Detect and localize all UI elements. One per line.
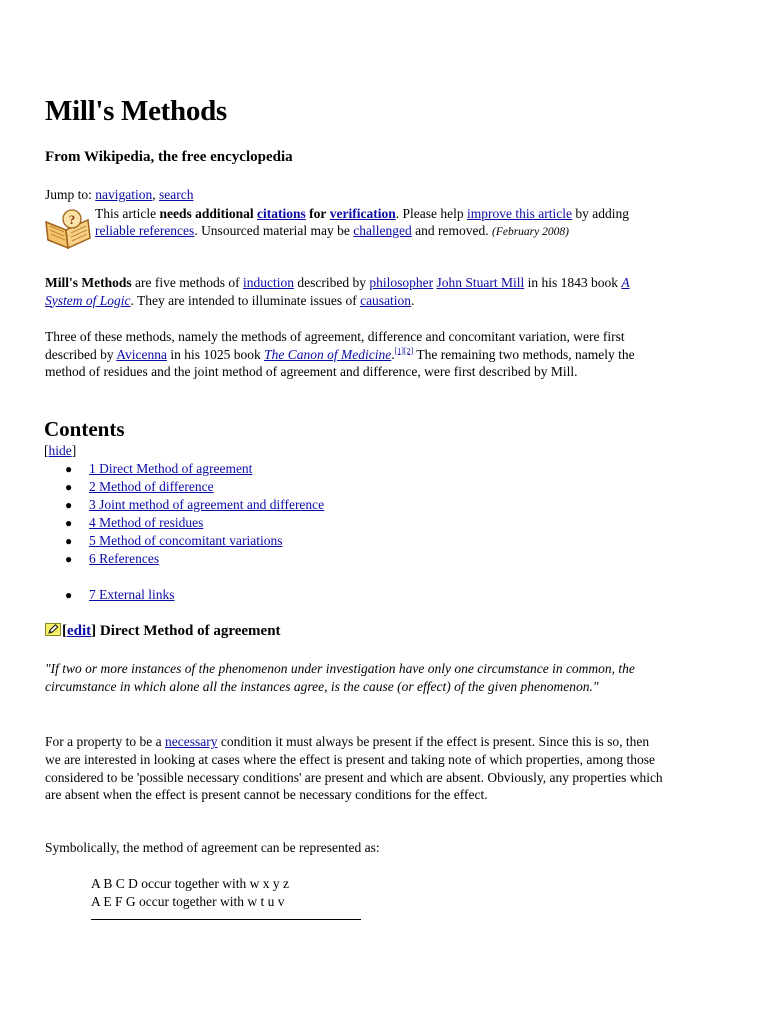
toc-item <box>45 586 324 604</box>
symbolic-paragraph: Symbolically, the method of agreement can be represented as: <box>45 840 380 855</box>
symbolic-line-2: A E F G occur together with w t u v <box>91 894 285 909</box>
edit-section-link[interactable]: edit <box>67 623 92 639</box>
intro-text-5: . <box>411 292 415 308</box>
jump-to-label: Jump to: <box>45 187 92 202</box>
toc-item <box>45 550 324 568</box>
table-of-contents <box>45 460 324 604</box>
necessary-link[interactable]: necessary <box>164 734 218 749</box>
toc-link-method-residues[interactable]: 4 Method of residues <box>89 515 204 530</box>
page-title: Mill's Methods <box>45 95 227 127</box>
avicenna-link[interactable]: Avicenna <box>116 346 167 362</box>
toc-item <box>45 532 324 550</box>
intro-text-2: described by <box>293 275 370 290</box>
intro-bold-term: Mill's Methods <box>45 275 132 290</box>
necessary-text-2: condition it must always be present if the effect is present. Since this is so, then we are interested in looking at cases where the effect is present and taking note of which properties, among those considered to be 'possible necessary conditions' are present and which are absent. Obviously, any properties which are absent when the effect is present cannot be necessary conditions for the effect. <box>45 734 663 803</box>
challenged-link[interactable]: challenged <box>353 223 412 238</box>
john-stuart-mill-link[interactable]: John Stuart Mill <box>436 275 525 290</box>
agreement-quote: "If two or more instances of the phenomenon under investigation have only one circumstance in common, the circumstance in which alone all the instances agree, is the cause (or effect) of the given phenomenon." <box>45 661 635 694</box>
toc-link-external-links[interactable]: 7 External links <box>89 587 175 602</box>
philosopher-link[interactable]: philosopher <box>369 275 434 290</box>
hide-bracket-close: ] <box>71 443 77 458</box>
jump-search-link[interactable]: search <box>159 187 194 202</box>
hide-contents-link[interactable]: hide <box>48 443 72 458</box>
toc-item <box>45 496 324 514</box>
toc-link-joint-method[interactable]: 3 Joint method of agreement and difference <box>89 497 325 512</box>
necessary-text-1: For a property to be a <box>45 734 165 749</box>
jump-navigation-link[interactable]: navigation <box>95 187 153 202</box>
jump-separator: , <box>152 187 156 202</box>
notice-text-3: by adding <box>571 206 629 221</box>
necessary-condition-paragraph <box>45 733 665 804</box>
reference-1-link[interactable]: [1] <box>394 346 404 355</box>
bullet-icon: ● <box>65 516 73 530</box>
reliable-references-link[interactable]: reliable references <box>95 223 195 238</box>
book-question-icon <box>44 208 92 250</box>
history-text-2: in his 1025 book <box>166 346 265 362</box>
contents-heading: Contents <box>44 417 125 441</box>
toc-link-concomitant-variations[interactable]: 5 Method of concomitant variations <box>89 533 283 548</box>
bullet-icon: ● <box>65 480 73 494</box>
notice-text-2: . Please help <box>395 206 467 221</box>
verification-link[interactable]: verification <box>329 206 396 221</box>
bullet-icon: ● <box>65 552 73 566</box>
bullet-icon: ● <box>65 588 73 602</box>
history-text-4: The remaining two methods, namely the method of residues and the joint method of agreement and difference, were first described by Mill. <box>45 346 635 379</box>
notice-for: for <box>309 206 327 221</box>
toc-item <box>45 514 324 532</box>
notice-needs-additional: needs additional <box>159 206 254 221</box>
notice-date: (February 2008) <box>491 226 569 238</box>
improve-article-link[interactable]: improve this article <box>466 206 572 221</box>
svg-text:?: ? <box>68 212 76 227</box>
history-text-1: Three of these methods, namely the methods of agreement, difference and concomitant variation, were first described by <box>45 329 625 362</box>
intro-paragraph <box>45 274 660 309</box>
canon-of-medicine-link[interactable]: The Canon of Medicine <box>264 346 392 362</box>
hide-bracket-open: [ <box>44 443 49 458</box>
bullet-icon: ● <box>65 534 73 548</box>
induction-link[interactable]: induction <box>242 275 294 290</box>
contents-hide-toggle <box>44 442 76 460</box>
history-text-3: . <box>391 346 395 362</box>
symbolic-representation <box>91 875 289 911</box>
intro-text-4: . They are intended to illuminate issues of <box>130 292 361 308</box>
intro-text-3: in his 1843 book <box>524 275 622 290</box>
history-paragraph <box>45 328 660 381</box>
citations-link[interactable]: citations <box>257 206 306 221</box>
edit-bracket-open: [ <box>62 623 67 639</box>
bullet-icon: ● <box>65 498 73 512</box>
bullet-icon: ● <box>65 462 73 476</box>
causation-link[interactable]: causation <box>360 292 412 308</box>
edit-pencil-icon[interactable] <box>45 623 61 636</box>
edit-bracket-close: ] <box>91 623 97 639</box>
section-heading-direct-method <box>45 621 281 641</box>
reference-2-link[interactable]: [2] <box>403 346 414 355</box>
intro-text-1: are five methods of <box>131 275 243 290</box>
notice-text-1: This article <box>95 206 160 221</box>
system-of-logic-link[interactable]: A System of Logic <box>45 275 630 308</box>
section-title: Direct Method of agreement <box>99 623 281 639</box>
toc-link-direct-method-agreement[interactable]: 1 Direct Method of agreement <box>89 461 253 476</box>
symbolic-line-1: A B C D occur together with w x y z <box>91 876 289 891</box>
symbolic-divider <box>91 919 361 920</box>
citation-notice <box>44 205 654 241</box>
notice-text-5: and removed. <box>411 223 492 238</box>
toc-link-method-difference[interactable]: 2 Method of difference <box>89 479 214 494</box>
toc-item <box>45 478 324 496</box>
page-subtitle: From Wikipedia, the free encyclopedia <box>45 149 293 165</box>
toc-item <box>45 460 324 478</box>
toc-link-references[interactable]: 6 References <box>89 551 160 566</box>
notice-text-4: . Unsourced material may be <box>194 223 354 238</box>
jump-to-bar <box>45 186 194 204</box>
